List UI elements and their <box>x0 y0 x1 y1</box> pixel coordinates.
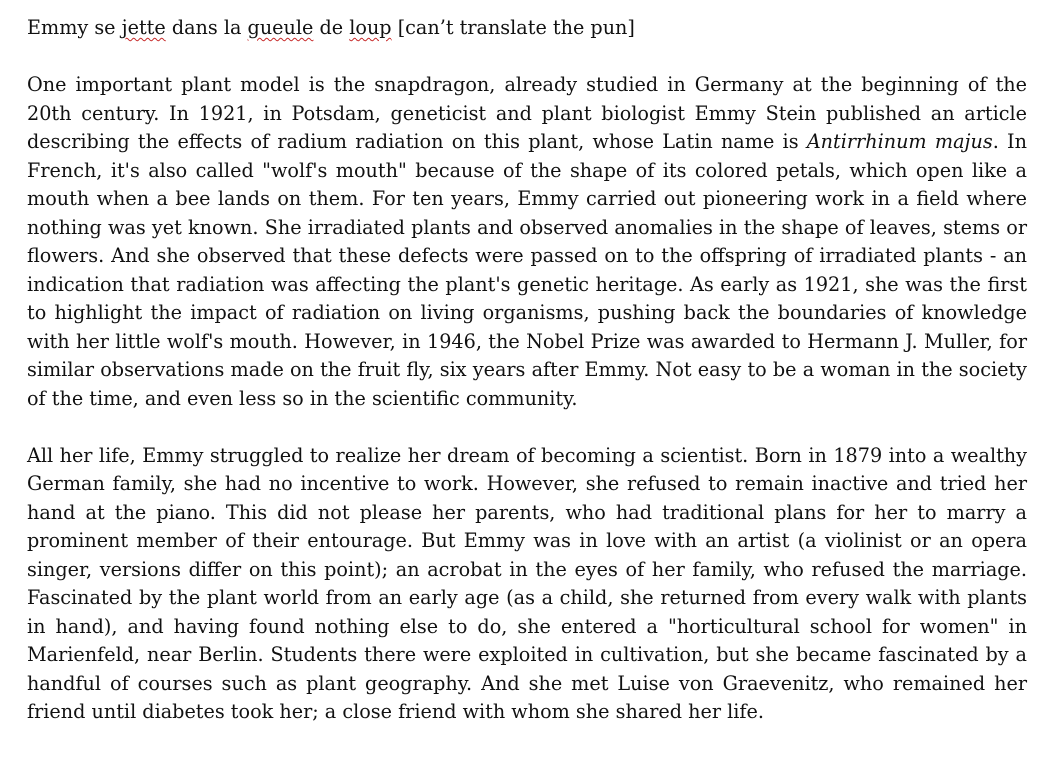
paragraph-snapdragon[interactable] <box>27 71 1027 413</box>
paragraph-text: . In French, it's also called "wolf's mouth" because of the shape of its colored petals, which open like a mouth when a bee lands on them. For ten years, Emmy carried out pioneering work in a field where nothing was yet known. She irradiated plants and observed anomalies in the shape of leaves, stems or flowers. And she observed that these defects were passed on to the offspring of irradiated plants - an indication that radiation was affecting the plant's genetic heritage. As early as 1921, she was the first to highlight the impact of radiation on living organisms, pushing back the boundaries of knowledge with her little wolf's mouth. However, in 1946, the Nobel Prize was awarded to Hermann J. Muller, for similar observations made on the fruit fly, six years after Emmy. Not easy to be a woman in the society of the time, and even less so in the scientific community. <box>27 130 1027 410</box>
document-page[interactable] <box>27 14 1027 727</box>
paragraph-biography[interactable]: All her life, Emmy struggled to realize her dream of becoming a scientist. Born in 1879 into a wealthy German family, she had no incentive to work. However, she refused to remain inactive and tried her hand at the piano. This did not please her parents, who had traditional plans for her to marry a prominent member of their entourage. But Emmy was in love with an artist (a violinist or an opera singer, versions differ on this point); an acrobat in the eyes of her family, who refused the marriage. Fascinated by the plant world from an early age (as a child, she returned from every walk with plants in hand), and having found nothing else to do, she entered a "horticultural school for women" in Marienfeld, near Berlin. Students there were exploited in cultivation, but she became fascinated by a handful of courses such as plant geography. And she met Luise von Graevenitz, who remained her friend until diabetes took her; a close friend with whom she shared her life. <box>27 443 1027 723</box>
paragraph-text: One important plant model is the snapdragon, already studied in Germany at the beginning of the 20th century. In 1921, in Potsdam, geneticist and plant biologist Emmy Stein published an article describing the effects of radium radiation on this plant, whose Latin name is <box>27 73 1027 153</box>
latin-name: Antirrhinum majus <box>806 130 993 153</box>
title-text-3: dans la <box>165 16 248 39</box>
document-title[interactable] <box>27 14 1027 43</box>
spellcheck-flagged-word[interactable]: jette <box>121 16 166 39</box>
title-text-5: de <box>313 16 350 39</box>
spellcheck-flagged-word[interactable]: gueule <box>247 16 314 39</box>
title-text-7: [can’t translate the pun] <box>391 16 635 39</box>
spellcheck-flagged-word[interactable]: loup <box>349 16 392 39</box>
title-text-1: Emmy se <box>27 16 122 39</box>
